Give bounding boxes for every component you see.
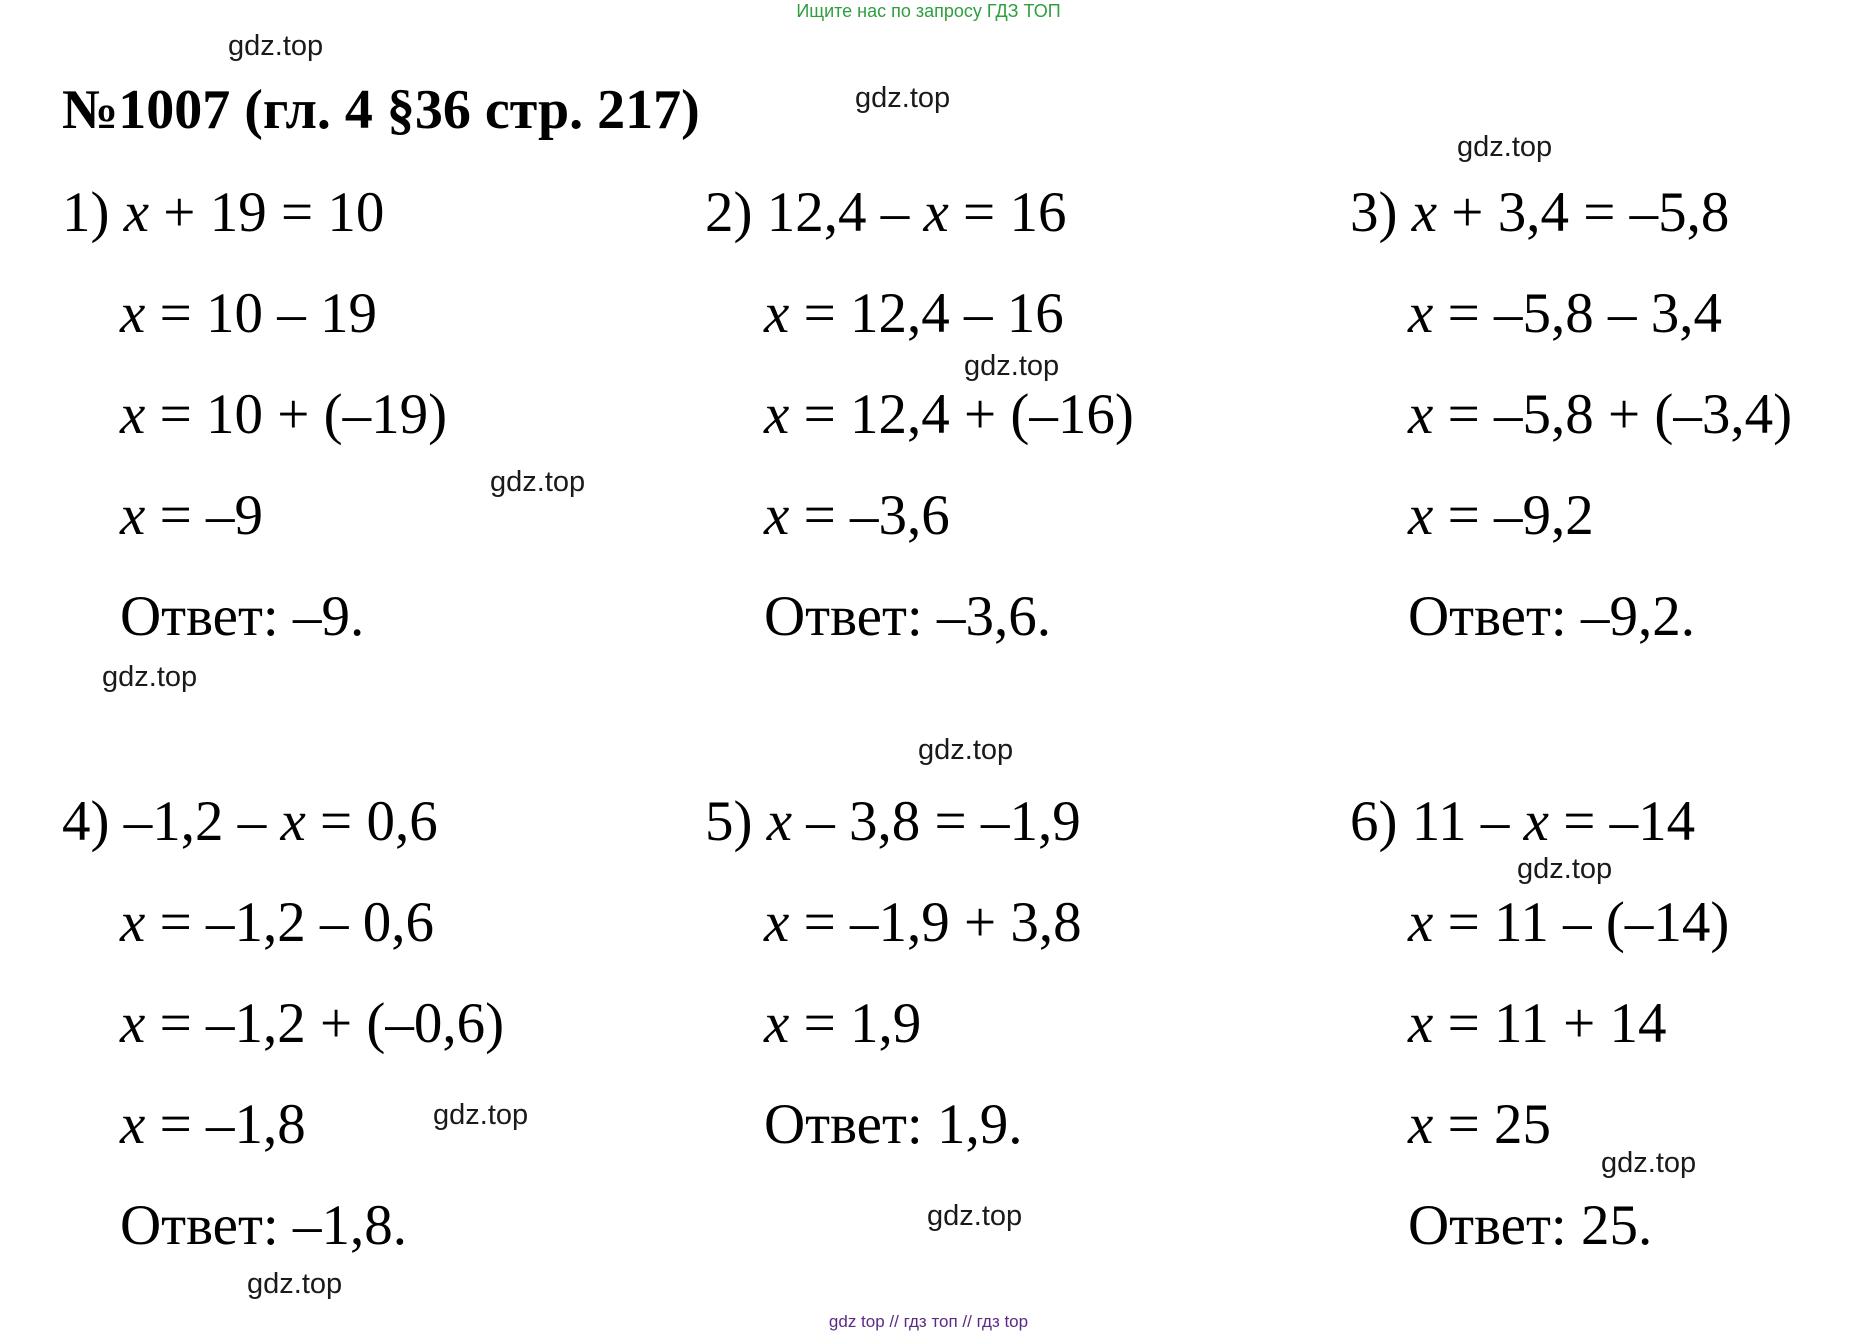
answer-line: Ответ: 1,9. — [764, 1093, 1023, 1156]
problem-equation: 6) 11 – x = –14 — [1350, 790, 1696, 853]
solution-step: x = 25 — [1408, 1093, 1551, 1156]
solution-step: x = 11 – (–14) — [1408, 891, 1730, 954]
watermark: gdz.top — [433, 1099, 529, 1131]
solution-step: x = –5,8 + (–3,4) — [1408, 383, 1793, 446]
solution-step: x = –3,6 — [764, 484, 950, 547]
answer-line: Ответ: –3,6. — [764, 585, 1051, 648]
problem-equation: 3) x + 3,4 = –5,8 — [1350, 181, 1730, 244]
answer-line: Ответ: –9. — [120, 585, 365, 648]
watermark: gdz.top — [102, 661, 198, 693]
watermark: gdz.top — [927, 1200, 1023, 1232]
watermark: gdz.top — [918, 734, 1014, 766]
solution-step: x = 11 + 14 — [1408, 992, 1667, 1055]
bottom-banner: gdz top // гдз топ // гдз top — [828, 1312, 1029, 1331]
top-banner: Ищите нас по запросу ГДЗ ТОП — [796, 1, 1061, 21]
solution-step: x = –1,9 + 3,8 — [764, 891, 1082, 954]
solution-step: x = –5,8 – 3,4 — [1408, 282, 1722, 345]
problem-equation: 1) x + 19 = 10 — [62, 181, 385, 244]
solution-step: x = –1,8 — [120, 1093, 306, 1156]
answer-line: Ответ: 25. — [1408, 1194, 1653, 1257]
solution-step: x = 10 – 19 — [120, 282, 377, 345]
answer-line: Ответ: –9,2. — [1408, 585, 1695, 648]
solution-step: x = 10 + (–19) — [120, 383, 448, 446]
page-title: №1007 (гл. 4 §36 стр. 217) — [62, 79, 700, 141]
solution-step: x = 12,4 – 16 — [764, 282, 1064, 345]
solution-step: x = –1,2 – 0,6 — [120, 891, 434, 954]
watermark: gdz.top — [490, 466, 586, 498]
watermark: gdz.top — [1457, 131, 1553, 163]
watermark: gdz.top — [1601, 1147, 1697, 1179]
problem-equation: 2) 12,4 – x = 16 — [705, 181, 1067, 244]
problem-equation: 5) x – 3,8 = –1,9 — [705, 790, 1081, 853]
watermark: gdz.top — [855, 82, 951, 114]
watermark: gdz.top — [247, 1268, 343, 1300]
watermark: gdz.top — [964, 350, 1060, 382]
solution-step: x = –9 — [120, 484, 263, 547]
watermark: gdz.top — [228, 30, 324, 62]
solution-step: x = 12,4 + (–16) — [764, 383, 1134, 446]
answer-line: Ответ: –1,8. — [120, 1194, 407, 1257]
watermark: gdz.top — [1517, 853, 1613, 885]
solution-step: x = –9,2 — [1408, 484, 1594, 547]
solution-step: x = 1,9 — [764, 992, 922, 1055]
problem-equation: 4) –1,2 – x = 0,6 — [62, 790, 438, 853]
solution-step: x = –1,2 + (–0,6) — [120, 992, 505, 1055]
